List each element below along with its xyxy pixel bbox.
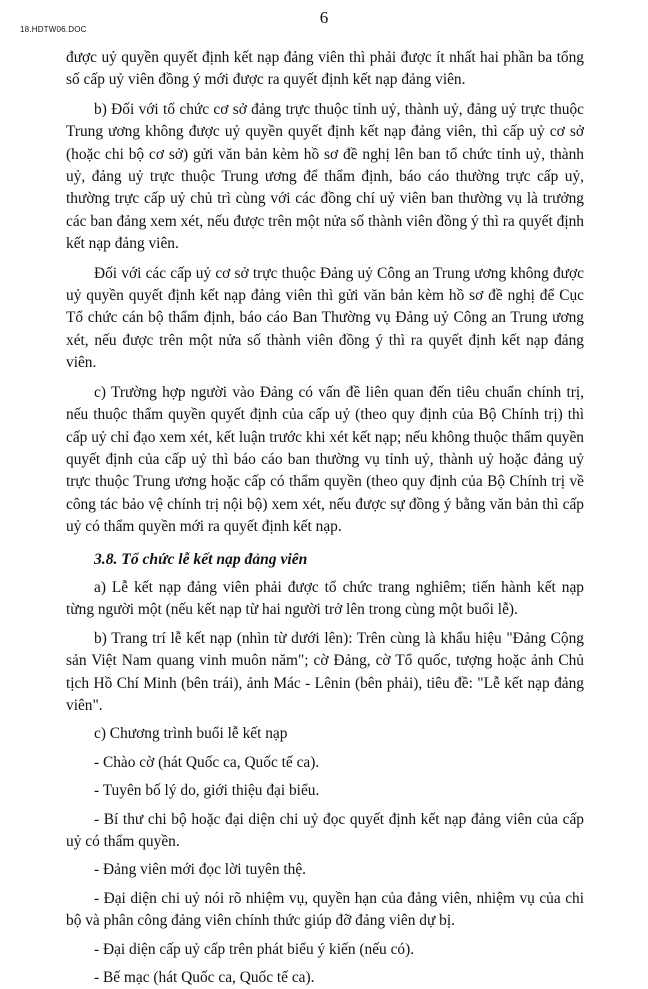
paragraph-item-c: c) Trường hợp người vào Đảng có vấn đề liên quan đến tiêu chuẩn chính trị, nếu thuộc thẩm quyền quyết định của cấp uỷ (theo quy định của Bộ Chính trị) thì cấp uỷ chỉ đạo xem xét, kết luận trước khi xét kết nạp; nếu không thuộc thẩm quyền quyết định của cấp uỷ thì báo cáo ban thường vụ tỉnh uỷ, thành uỷ hoặc đảng uỷ trực thuộc Trung ương hoặc cấp có thẩm quyền (theo quy định của Bộ Chính trị về công tác bảo vệ chính trị nội bộ) xem xét, nếu được sự đồng ý bằng văn bản thì cấp uỷ có thẩm quyền mới ra quyết định kết nạp. (66, 383, 584, 536)
page-number: 6 (319, 8, 329, 27)
paragraph-police: Đối với các cấp uỷ cơ sở trực thuộc Đảng uỷ Công an Trung ương không được uỷ quyền quyết định kết nạp đảng viên thì gửi văn bản kèm hồ sơ đề nghị để Cục Tổ chức cán bộ thẩm định, báo cáo Ban Thường vụ Đảng uỷ Công an Trung ương xét, nếu được trên một nửa số thành viên đồng ý thì ra quyết định kết nạp đảng viên. (66, 264, 584, 372)
list-item: - Đảng viên mới đọc lời tuyên thệ. (94, 861, 307, 879)
list-item: - Bế mạc (hát Quốc ca, Quốc tế ca). (94, 969, 315, 987)
list-item: a) Lễ kết nạp đảng viên phải được tổ chức trang nghiêm; tiến hành kết nạp từng người một (nếu kết nạp từ hai người trở lên trong cùng một buổi lễ). (66, 578, 584, 619)
list-item: b) Trang trí lễ kết nạp (nhìn từ dưới lên): Trên cùng là khẩu hiệu "Đảng Cộng sản Việt Nam quang vinh muôn năm"; cờ Đảng, cờ Tổ quốc, tượng hoặc ảnh Chủ tịch Hồ Chí Minh (bên trái), ảnh Mác - Lênin (bên phải), tiêu đề: "Lễ kết nạp đảng viên". (66, 629, 584, 714)
list-item: c) Chương trình buổi lễ kết nạp (94, 725, 288, 743)
section-title: 3.8. Tổ chức lễ kết nạp đảng viên (94, 550, 308, 568)
document-code: 18.HDTW06.DOC (20, 25, 87, 34)
page-header (0, 0, 648, 40)
list-item: - Bí thư chi bộ hoặc đại diện chi uỷ đọc quyết định kết nạp đảng viên của cấp uỷ có thẩm quyền. (66, 810, 584, 850)
list-item: - Chào cờ (hát Quốc ca, Quốc tế ca). (94, 753, 320, 771)
paragraph-item-b: b) Đối với tổ chức cơ sở đảng trực thuộc tỉnh uỷ, thành uỷ, đảng uỷ trực thuộc Trung ương không được uỷ quyền quyết định kết nạp đảng viên, thì cấp uỷ cơ sở (hoặc chi bộ cơ sở) gửi văn bản kèm hồ sơ đề nghị lên ban tổ chức tỉnh uỷ, thành uỷ, đảng uỷ trực thuộc Trung ương để thẩm định, báo cáo thường trực cấp uỷ, thường trực cấp uỷ chủ trì cùng với các đồng chí uỷ viên ban thường vụ là trưởng các ban đảng xem xét, nếu được trên một nửa số thành viên đồng ý thì ra quyết định kết nạp đảng viên. (66, 100, 584, 253)
list-item: - Đại diện chi uỷ nói rõ nhiệm vụ, quyền hạn của đảng viên, nhiệm vụ của chi bộ và phân công đảng viên chính thức giúp đỡ đảng viên dự bị. (66, 889, 584, 930)
document-body (66, 47, 584, 989)
list-item: - Tuyên bố lý do, giới thiệu đại biểu. (94, 782, 320, 800)
list-item: - Đại diện cấp uỷ cấp trên phát biểu ý kiến (nếu có). (94, 940, 415, 958)
paragraph-continuation: được uỷ quyền quyết định kết nạp đảng viên thì phải được ít nhất hai phần ba tổng số cấp uỷ viên đồng ý mới được ra quyết định kết nạp đảng viên. (66, 49, 584, 89)
